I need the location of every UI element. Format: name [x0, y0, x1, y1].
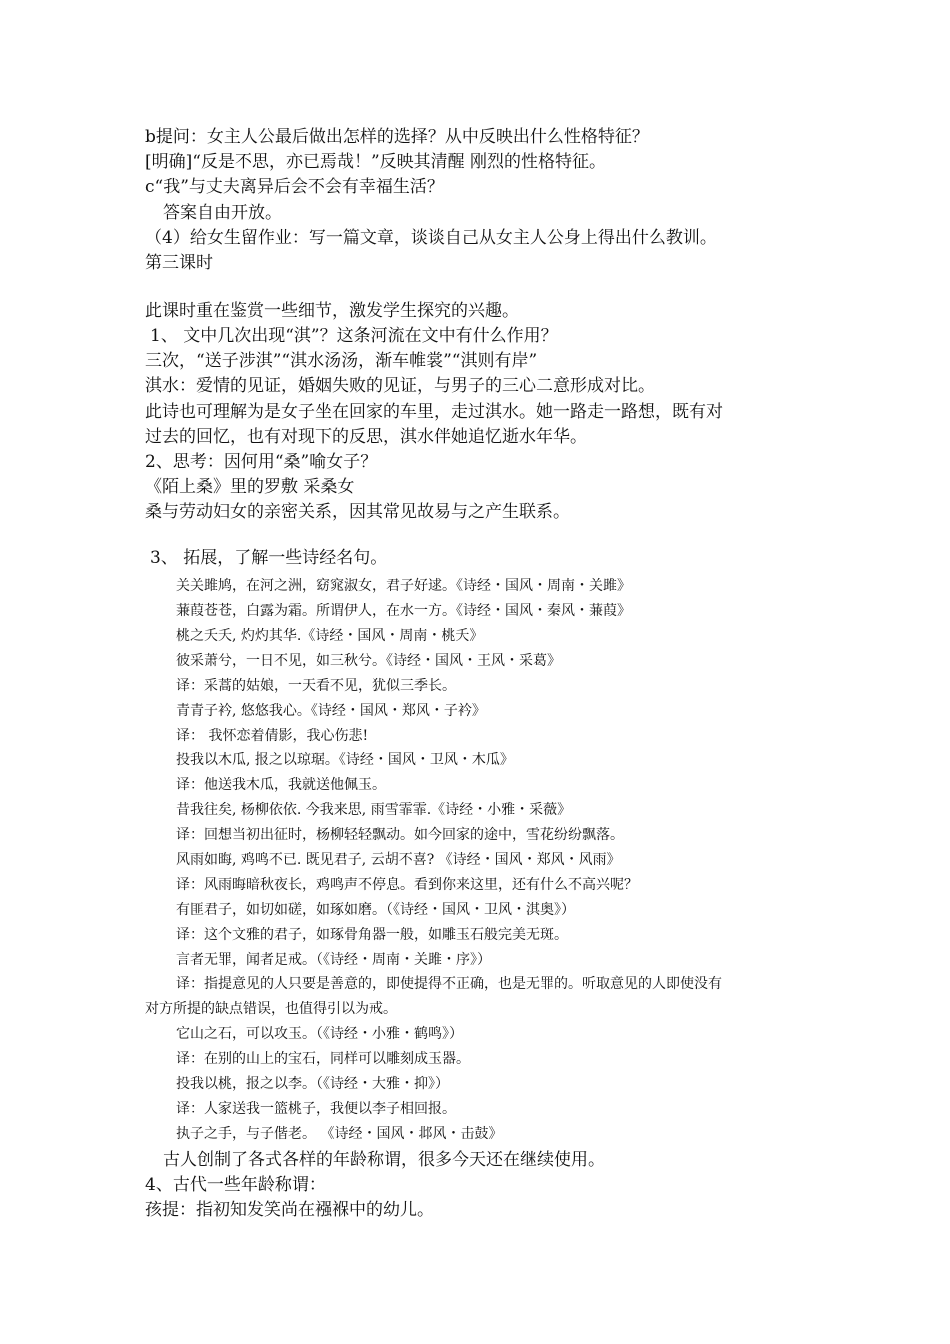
age-titles-intro: 古人创制了各式各样的年龄称谓，很多今天还在继续使用。 — [163, 1150, 605, 1170]
point-1-line-3: 此诗也可理解为是女子坐在回家的车里，走过淇水。她一路走一路想，既有对 — [145, 402, 723, 422]
homework: （4）给女生留作业：写一篇文章，谈谈自己从女主人公身上得出什么教训。 — [145, 228, 717, 248]
quote-line: 言者无罪，闻者足戒。（《诗经・周南・关雎・序》） — [176, 952, 491, 968]
quote-line: 译： 我怀恋着倩影，我心伤悲! — [176, 728, 369, 744]
point-2-heading: 2、思考：因何用“桑”喻女子？ — [145, 452, 378, 472]
quote-line: 译：人家送我一篮桃子，我便以李子相回报。 — [176, 1101, 456, 1117]
quote-line: 译：他送我木瓜，我就送他佩玉。 — [176, 777, 386, 793]
quote-line: 它山之石，可以攻玉。（《诗经・小雅・鹤鸣》） — [176, 1026, 463, 1042]
quote-line: 关关雎鸠，在河之洲，窈窕淑女，君子好逑。《诗经・国风・周南・关雎》 — [176, 578, 631, 594]
quote-line: 投我以桃，报之以李。（《诗经・大雅・抑》） — [176, 1076, 449, 1092]
quote-line: 译：回想当初出征时，杨柳轻轻飘动。如今回家的途中，雪花纷纷飘落。 — [176, 827, 624, 843]
question-b: b提问：女主人公最后做出怎样的选择？从中反映出什么性格特征？ — [145, 127, 649, 147]
question-c: c“我”与丈夫离异后会不会有幸福生活？ — [145, 177, 444, 197]
quote-line: 昔我往矣, 杨柳依依. 今我来思, 雨雪霏霏.《诗经・小雅・采薇》 — [176, 802, 572, 818]
quote-line: 风雨如晦, 鸡鸣不已. 既见君子, 云胡不喜? 《诗经・国风・郑风・风雨》 — [176, 852, 621, 868]
point-1-heading: 1、 文中几次出现“淇”？这条河流在文中有什么作用？ — [150, 326, 558, 346]
point-4-heading: 4、古代一些年龄称谓： — [145, 1175, 326, 1195]
point-2-line-2: 桑与劳动妇女的亲密关系，因其常见故易与之产生联系。 — [145, 502, 570, 522]
point-1-line-1: 三次，“送子涉淇”“淇水汤汤，渐车帷裳”“淇则有岸” — [145, 351, 538, 371]
quote-line: 执子之手，与子偕老。 《诗经・国风・邶风・击鼓》 — [176, 1126, 503, 1142]
answer-b: [明确]“反是不思，亦已焉哉！”反映其清醒 刚烈的性格特征。 — [145, 152, 607, 172]
quote-line: 青青子衿, 悠悠我心。《诗经・国风・郑风・子衿》 — [176, 703, 486, 719]
point-2-line-1: 《陌上桑》里的罗敷 采桑女 — [145, 477, 355, 497]
quote-line: 译：风雨晦暗秋夜长，鸡鸣声不停息。看到你来这里，还有什么不高兴呢？ — [176, 877, 638, 893]
quote-line: 有匪君子，如切如磋，如琢如磨。（《诗经・国风・卫风・淇奥》） — [176, 902, 575, 918]
quote-line: 译：这个文雅的君子，如琢骨角器一般，如雕玉石般完美无斑。 — [176, 927, 568, 943]
point-4-line-1: 孩提：指初知发笑尚在襁褓中的幼儿。 — [145, 1200, 434, 1220]
point-1-line-2: 淇水：爱情的见证，婚姻失败的见证，与男子的三心二意形成对比。 — [145, 376, 655, 396]
quote-line: 彼采萧兮，一日不见，如三秋兮。《诗经・国风・王风・采葛》 — [176, 653, 561, 669]
section-title: 第三课时 — [145, 253, 213, 273]
answer-c: 答案自由开放。 — [163, 203, 282, 223]
quote-line: 蒹葭苍苍，白露为霜。所谓伊人，在水一方。《诗经・国风・秦风・蒹葭》 — [176, 603, 631, 619]
point-3-heading: 3、 拓展，了解一些诗经名句。 — [150, 548, 388, 568]
quote-line: 对方所提的缺点错误，也值得引以为戒。 — [145, 1001, 397, 1017]
point-1-line-4: 过去的回忆，也有对现下的反思，淇水伴她追忆逝水年华。 — [145, 427, 587, 447]
lesson-intro: 此课时重在鉴赏一些细节，激发学生探究的兴趣。 — [145, 301, 519, 321]
quote-line: 投我以木瓜, 报之以琼琚。《诗经・国风・卫风・木瓜》 — [176, 752, 514, 768]
quote-line: 译：在别的山上的宝石，同样可以雕刻成玉器。 — [176, 1051, 470, 1067]
quote-line: 译：指提意见的人只要是善意的，即使提得不正确，也是无罪的。听取意见的人即使没有 — [176, 976, 722, 992]
quote-line: 桃之夭夭, 灼灼其华.《诗经・国风・周南・桃夭》 — [176, 628, 484, 644]
quote-line: 译：采蒿的姑娘，一天看不见，犹似三季长。 — [176, 678, 456, 694]
